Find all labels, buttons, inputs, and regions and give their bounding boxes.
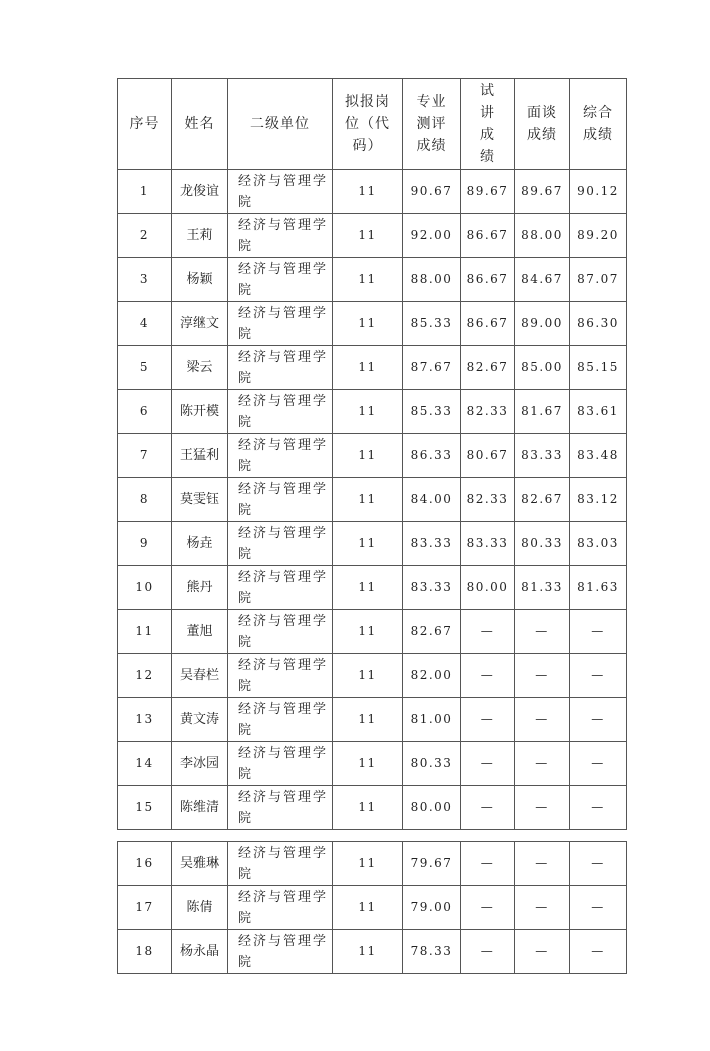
header-name: 姓名 — [172, 79, 228, 170]
cell-prof-score: 78.33 — [403, 930, 461, 974]
cell-name: 龙俊谊 — [172, 170, 228, 214]
cell-lecture-score: 86.67 — [461, 214, 515, 258]
cell-post: 11 — [333, 786, 403, 830]
cell-unit: 经济与管理学院 — [228, 842, 333, 886]
cell-interview-score: 85.00 — [515, 346, 570, 390]
cell-total-score: 90.12 — [570, 170, 627, 214]
cell-name: 莫雯钰 — [172, 478, 228, 522]
cell-interview-score: 88.00 — [515, 214, 570, 258]
cell-prof-score: 85.33 — [403, 302, 461, 346]
cell-lecture-score: 82.67 — [461, 346, 515, 390]
cell-seq: 13 — [118, 698, 172, 742]
cell-interview-score: — — [515, 930, 570, 974]
cell-unit: 经济与管理学院 — [228, 478, 333, 522]
cell-name: 陈开模 — [172, 390, 228, 434]
cell-post: 11 — [333, 302, 403, 346]
cell-name: 熊丹 — [172, 566, 228, 610]
cell-seq: 12 — [118, 654, 172, 698]
cell-lecture-score: — — [461, 930, 515, 974]
cell-interview-score: — — [515, 610, 570, 654]
cell-total-score: 83.12 — [570, 478, 627, 522]
cell-prof-score: 79.00 — [403, 886, 461, 930]
cell-unit: 经济与管理学院 — [228, 258, 333, 302]
table-row — [118, 214, 627, 258]
cell-seq: 7 — [118, 434, 172, 478]
cell-post: 11 — [333, 434, 403, 478]
table-row — [118, 390, 627, 434]
cell-post: 11 — [333, 522, 403, 566]
cell-lecture-score: 80.00 — [461, 566, 515, 610]
table-row — [118, 842, 627, 886]
score-table-page-2 — [117, 841, 627, 974]
cell-total-score: 89.20 — [570, 214, 627, 258]
cell-total-score: 85.15 — [570, 346, 627, 390]
cell-post: 11 — [333, 742, 403, 786]
cell-total-score: — — [570, 698, 627, 742]
cell-total-score: — — [570, 742, 627, 786]
cell-total-score: — — [570, 930, 627, 974]
cell-post: 11 — [333, 478, 403, 522]
cell-post: 11 — [333, 930, 403, 974]
cell-post: 11 — [333, 170, 403, 214]
cell-seq: 10 — [118, 566, 172, 610]
cell-prof-score: 86.33 — [403, 434, 461, 478]
cell-prof-score: 92.00 — [403, 214, 461, 258]
cell-interview-score: 89.67 — [515, 170, 570, 214]
cell-prof-score: 90.67 — [403, 170, 461, 214]
header-prof-score: 专业测评成绩 — [403, 79, 461, 170]
cell-total-score: 83.48 — [570, 434, 627, 478]
cell-name: 王猛利 — [172, 434, 228, 478]
table-row — [118, 698, 627, 742]
table-row — [118, 742, 627, 786]
cell-lecture-score: 89.67 — [461, 170, 515, 214]
table-header-row — [118, 79, 627, 170]
header-interview-score: 面谈成绩 — [515, 79, 570, 170]
cell-lecture-score: 80.67 — [461, 434, 515, 478]
table-row — [118, 346, 627, 390]
cell-name: 董旭 — [172, 610, 228, 654]
cell-seq: 9 — [118, 522, 172, 566]
cell-seq: 11 — [118, 610, 172, 654]
cell-post: 11 — [333, 886, 403, 930]
cell-name: 杨垚 — [172, 522, 228, 566]
cell-prof-score: 87.67 — [403, 346, 461, 390]
table-row — [118, 786, 627, 830]
header-unit: 二级单位 — [228, 79, 333, 170]
table-row — [118, 170, 627, 214]
cell-interview-score: 81.33 — [515, 566, 570, 610]
table-row — [118, 522, 627, 566]
cell-lecture-score: 86.67 — [461, 302, 515, 346]
cell-total-score: 83.03 — [570, 522, 627, 566]
score-table-page-1 — [117, 78, 627, 830]
header-post: 拟报岗位（代码） — [333, 79, 403, 170]
cell-post: 11 — [333, 346, 403, 390]
cell-name: 王莉 — [172, 214, 228, 258]
cell-seq: 6 — [118, 390, 172, 434]
cell-total-score: 86.30 — [570, 302, 627, 346]
cell-interview-score: 81.67 — [515, 390, 570, 434]
cell-unit: 经济与管理学院 — [228, 742, 333, 786]
cell-unit: 经济与管理学院 — [228, 214, 333, 258]
cell-total-score: 83.61 — [570, 390, 627, 434]
cell-interview-score: 84.67 — [515, 258, 570, 302]
table-row — [118, 610, 627, 654]
cell-seq: 1 — [118, 170, 172, 214]
header-lecture-score: 试讲成绩 — [461, 79, 515, 170]
cell-post: 11 — [333, 610, 403, 654]
cell-name: 李冰园 — [172, 742, 228, 786]
cell-name: 陈维清 — [172, 786, 228, 830]
cell-interview-score: — — [515, 886, 570, 930]
cell-prof-score: 83.33 — [403, 566, 461, 610]
cell-lecture-score: — — [461, 742, 515, 786]
cell-prof-score: 85.33 — [403, 390, 461, 434]
cell-name: 黄文涛 — [172, 698, 228, 742]
cell-prof-score: 79.67 — [403, 842, 461, 886]
cell-total-score: — — [570, 842, 627, 886]
cell-total-score: 81.63 — [570, 566, 627, 610]
cell-prof-score: 80.33 — [403, 742, 461, 786]
cell-seq: 5 — [118, 346, 172, 390]
table-row — [118, 654, 627, 698]
cell-seq: 18 — [118, 930, 172, 974]
cell-name: 杨颖 — [172, 258, 228, 302]
cell-name: 杨永晶 — [172, 930, 228, 974]
cell-post: 11 — [333, 566, 403, 610]
cell-unit: 经济与管理学院 — [228, 170, 333, 214]
cell-unit: 经济与管理学院 — [228, 786, 333, 830]
cell-seq: 8 — [118, 478, 172, 522]
cell-seq: 3 — [118, 258, 172, 302]
cell-unit: 经济与管理学院 — [228, 302, 333, 346]
cell-post: 11 — [333, 698, 403, 742]
cell-interview-score: — — [515, 654, 570, 698]
cell-total-score: — — [570, 654, 627, 698]
cell-name: 吴雅琳 — [172, 842, 228, 886]
cell-interview-score: — — [515, 786, 570, 830]
cell-lecture-score: 86.67 — [461, 258, 515, 302]
cell-lecture-score: — — [461, 842, 515, 886]
cell-interview-score: 80.33 — [515, 522, 570, 566]
cell-lecture-score: 82.33 — [461, 390, 515, 434]
cell-post: 11 — [333, 214, 403, 258]
cell-unit: 经济与管理学院 — [228, 610, 333, 654]
table-row — [118, 566, 627, 610]
cell-name: 淳继文 — [172, 302, 228, 346]
cell-name: 吴春栏 — [172, 654, 228, 698]
cell-total-score: — — [570, 886, 627, 930]
table-row — [118, 302, 627, 346]
cell-prof-score: 81.00 — [403, 698, 461, 742]
cell-seq: 14 — [118, 742, 172, 786]
cell-seq: 16 — [118, 842, 172, 886]
cell-unit: 经济与管理学院 — [228, 566, 333, 610]
cell-name: 梁云 — [172, 346, 228, 390]
cell-lecture-score: — — [461, 786, 515, 830]
cell-unit: 经济与管理学院 — [228, 654, 333, 698]
cell-seq: 15 — [118, 786, 172, 830]
cell-interview-score: — — [515, 842, 570, 886]
cell-lecture-score: — — [461, 610, 515, 654]
cell-lecture-score: 82.33 — [461, 478, 515, 522]
cell-unit: 经济与管理学院 — [228, 930, 333, 974]
header-total-score: 综合成绩 — [570, 79, 627, 170]
cell-lecture-score: — — [461, 886, 515, 930]
cell-prof-score: 83.33 — [403, 522, 461, 566]
cell-interview-score: — — [515, 698, 570, 742]
cell-name: 陈倩 — [172, 886, 228, 930]
cell-interview-score: 82.67 — [515, 478, 570, 522]
cell-lecture-score: — — [461, 698, 515, 742]
cell-total-score: — — [570, 610, 627, 654]
cell-post: 11 — [333, 390, 403, 434]
table-row — [118, 930, 627, 974]
cell-prof-score: 84.00 — [403, 478, 461, 522]
cell-interview-score: 83.33 — [515, 434, 570, 478]
cell-seq: 2 — [118, 214, 172, 258]
cell-prof-score: 82.67 — [403, 610, 461, 654]
cell-post: 11 — [333, 258, 403, 302]
cell-seq: 17 — [118, 886, 172, 930]
table-row — [118, 478, 627, 522]
cell-lecture-score: 83.33 — [461, 522, 515, 566]
cell-total-score: — — [570, 786, 627, 830]
table-row — [118, 886, 627, 930]
header-seq: 序号 — [118, 79, 172, 170]
cell-unit: 经济与管理学院 — [228, 698, 333, 742]
cell-unit: 经济与管理学院 — [228, 390, 333, 434]
table-row — [118, 434, 627, 478]
cell-unit: 经济与管理学院 — [228, 346, 333, 390]
cell-prof-score: 88.00 — [403, 258, 461, 302]
cell-post: 11 — [333, 842, 403, 886]
cell-prof-score: 80.00 — [403, 786, 461, 830]
cell-lecture-score: — — [461, 654, 515, 698]
cell-interview-score: 89.00 — [515, 302, 570, 346]
cell-total-score: 87.07 — [570, 258, 627, 302]
cell-post: 11 — [333, 654, 403, 698]
table-row — [118, 258, 627, 302]
cell-interview-score: — — [515, 742, 570, 786]
cell-prof-score: 82.00 — [403, 654, 461, 698]
cell-unit: 经济与管理学院 — [228, 522, 333, 566]
cell-seq: 4 — [118, 302, 172, 346]
cell-unit: 经济与管理学院 — [228, 886, 333, 930]
cell-unit: 经济与管理学院 — [228, 434, 333, 478]
